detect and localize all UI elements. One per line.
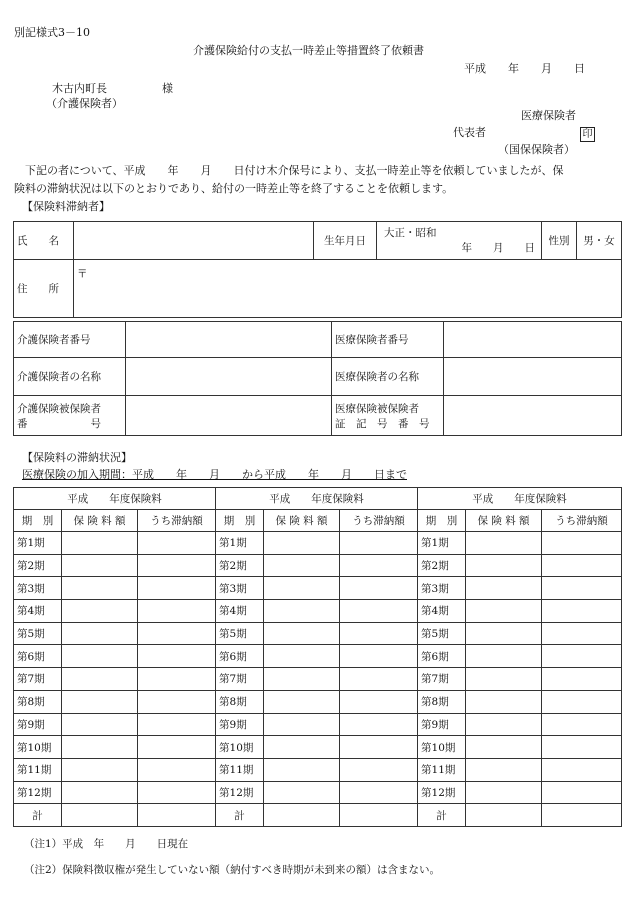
arrears-amount-cell[interactable] (542, 690, 622, 713)
period-label: 計 (14, 804, 62, 827)
insurer-table (13, 321, 622, 436)
column-header-row (14, 510, 622, 532)
period-label: 第5期 (216, 622, 264, 645)
period-label: 第1期 (14, 532, 62, 555)
arrears-amount-cell[interactable] (542, 736, 622, 759)
kaigo-insurer-name-label: 介護保険者の名称 (14, 358, 126, 396)
date-line: 平成 年 月 日 (464, 62, 585, 75)
premium-amount-cell[interactable] (466, 736, 542, 759)
form-title: 介護保険給付の支払一時差止等措置終了依頼書 (193, 44, 424, 57)
form-number: 別記様式3－10 (14, 26, 90, 39)
address-label: 住 所 (14, 260, 74, 318)
arrears-amount-cell[interactable] (138, 804, 216, 827)
arrears-amount-cell[interactable] (340, 804, 418, 827)
birth-field[interactable] (377, 222, 542, 260)
table-row (14, 645, 622, 668)
premium-amount-cell[interactable] (264, 758, 340, 781)
period-label: 第3期 (216, 577, 264, 600)
arrears-amount-cell[interactable] (542, 554, 622, 577)
section-status: 【保険料の滞納状況】 (22, 451, 132, 464)
period-label: 第4期 (14, 600, 62, 623)
arrears-amount-cell[interactable] (138, 736, 216, 759)
body-text-2: 険料の滞納状況は以下のとおりであり、給付の一時差止等を終了することを依頼します。 (14, 182, 454, 195)
period-label: 計 (216, 804, 264, 827)
table-row (14, 554, 622, 577)
premium-amount-cell[interactable] (466, 713, 542, 736)
premium-amount-cell[interactable] (466, 554, 542, 577)
arrears-amount-cell[interactable] (542, 532, 622, 555)
arrears-amount-cell[interactable] (138, 554, 216, 577)
period-label: 第8期 (14, 690, 62, 713)
table-row (14, 690, 622, 713)
premium-amount-cell[interactable] (62, 736, 138, 759)
arrears-amount-cell[interactable] (340, 690, 418, 713)
table-row (14, 600, 622, 623)
premium-amount-cell[interactable] (466, 758, 542, 781)
period-col-header: 期 別 (216, 510, 264, 532)
premium-amount-cell[interactable] (264, 600, 340, 623)
premium-amount-cell[interactable] (264, 554, 340, 577)
premium-amount-cell[interactable] (264, 690, 340, 713)
period-label: 第12期 (14, 781, 62, 804)
arrears-amount-cell[interactable] (138, 758, 216, 781)
premium-amount-cell[interactable] (466, 690, 542, 713)
period-label: 第7期 (216, 668, 264, 691)
period-label: 第8期 (418, 690, 466, 713)
arrears-amount-cell[interactable] (542, 645, 622, 668)
period-col-header: 期 別 (14, 510, 62, 532)
premium-amount-cell[interactable] (62, 781, 138, 804)
premium-amount-cell[interactable] (62, 622, 138, 645)
premium-amount-cell[interactable] (264, 804, 340, 827)
arrears-amount-cell[interactable] (542, 713, 622, 736)
period-label: 第6期 (418, 645, 466, 668)
period-line: 医療保険の加入期間：平成 年 月 から平成 年 月 日まで (22, 468, 407, 481)
kaigo-insurer-name-field[interactable] (126, 358, 332, 396)
period-label: 第12期 (418, 781, 466, 804)
arrears-amount-cell[interactable] (138, 645, 216, 668)
seal-mark: 印 (580, 122, 595, 142)
premium-amount-cell[interactable] (466, 532, 542, 555)
premium-amount-cell[interactable] (466, 600, 542, 623)
arrears-amount-cell[interactable] (542, 668, 622, 691)
postal-mark: 〒 (77, 268, 88, 280)
premium-amount-cell[interactable] (264, 668, 340, 691)
table-row (14, 668, 622, 691)
arrears-amount-cell[interactable] (340, 758, 418, 781)
arrears-amount-cell[interactable] (138, 532, 216, 555)
premium-amount-cell[interactable] (466, 781, 542, 804)
arrears-amount-cell[interactable] (138, 781, 216, 804)
period-label: 計 (418, 804, 466, 827)
name-label: 氏 名 (14, 222, 74, 260)
period-label: 第1期 (418, 532, 466, 555)
period-label: 第9期 (418, 713, 466, 736)
period-label: 第3期 (14, 577, 62, 600)
body-text-1: 下記の者について、平成 年 月 日付け木介保号により、支払一時差止等を依頼していましたが、保 (14, 164, 564, 177)
premium-amount-cell[interactable] (62, 645, 138, 668)
arrears-col-header: うち滞納額 (340, 510, 418, 532)
period-label: 第11期 (216, 758, 264, 781)
year-header-2: 平成 年度保険料 (216, 488, 418, 510)
period-label: 第5期 (418, 622, 466, 645)
iryo-insured-no-field[interactable] (444, 396, 622, 436)
sex-label: 性別 (542, 222, 577, 260)
period-label: 第2期 (14, 554, 62, 577)
premium-amount-cell[interactable] (466, 577, 542, 600)
table-row (14, 736, 622, 759)
address-field[interactable] (74, 260, 622, 318)
period-label: 第6期 (216, 645, 264, 668)
premium-amount-cell[interactable] (62, 668, 138, 691)
kaigo-insurer-no-label: 介護保険者番号 (14, 322, 126, 358)
arrears-amount-cell[interactable] (340, 622, 418, 645)
premium-amount-cell[interactable] (62, 804, 138, 827)
name-field[interactable] (74, 222, 314, 260)
arrears-amount-cell[interactable] (138, 690, 216, 713)
premium-amount-cell[interactable] (264, 532, 340, 555)
period-label: 第4期 (418, 600, 466, 623)
kaigo-insured-no-field[interactable] (126, 396, 332, 436)
period-label: 第11期 (14, 758, 62, 781)
premium-col-header: 保 険 料 額 (466, 510, 542, 532)
period-label: 第10期 (14, 736, 62, 759)
premium-amount-cell[interactable] (264, 713, 340, 736)
period-label: 第8期 (216, 690, 264, 713)
period-label: 第6期 (14, 645, 62, 668)
premium-amount-cell[interactable] (62, 554, 138, 577)
arrears-amount-cell[interactable] (138, 577, 216, 600)
period-label: 第5期 (14, 622, 62, 645)
note-2: （注2）保険料徴収権が発生していない額（納付すべき時期が未到来の額）は含まない。 (24, 864, 440, 876)
premium-amount-cell[interactable] (466, 804, 542, 827)
iryo-insurer-name-field[interactable] (444, 358, 622, 396)
arrears-col-header: うち滞納額 (542, 510, 622, 532)
representative-label: 代表者 (453, 126, 486, 139)
period-label: 第4期 (216, 600, 264, 623)
arrears-amount-cell[interactable] (340, 668, 418, 691)
arrears-amount-cell[interactable] (542, 781, 622, 804)
period-label: 第10期 (216, 736, 264, 759)
period-label: 第2期 (216, 554, 264, 577)
table-row (14, 622, 622, 645)
addressee: 木古内町長 様 (52, 82, 173, 95)
iryo-insurer-no-label: 医療保険者番号 (332, 322, 444, 358)
era-choice: 大正・昭和 (384, 227, 437, 239)
sender-org: 医療保険者 (521, 109, 576, 122)
year-header-1: 平成 年度保険料 (14, 488, 216, 510)
premium-amount-cell[interactable] (62, 577, 138, 600)
premium-amount-cell[interactable] (264, 736, 340, 759)
premium-table (13, 487, 622, 827)
premium-amount-cell[interactable] (264, 577, 340, 600)
table-row (14, 804, 622, 827)
sex-choice[interactable]: 男・女 (577, 222, 622, 260)
period-label: 第9期 (14, 713, 62, 736)
premium-col-header: 保 険 料 額 (264, 510, 340, 532)
premium-amount-cell[interactable] (62, 758, 138, 781)
arrears-amount-cell[interactable] (340, 645, 418, 668)
premium-amount-cell[interactable] (62, 713, 138, 736)
birth-ymd: 年 月 日 (461, 242, 535, 254)
section-delinquent: 【保険料滞納者】 (22, 200, 110, 213)
premium-amount-cell[interactable] (466, 668, 542, 691)
period-label: 第10期 (418, 736, 466, 759)
period-label: 第11期 (418, 758, 466, 781)
arrears-amount-cell[interactable] (542, 804, 622, 827)
period-label: 第3期 (418, 577, 466, 600)
arrears-amount-cell[interactable] (138, 600, 216, 623)
arrears-amount-cell[interactable] (542, 600, 622, 623)
table-row (14, 758, 622, 781)
premium-col-header: 保 険 料 額 (62, 510, 138, 532)
arrears-amount-cell[interactable] (542, 622, 622, 645)
sender-sub: （国保保険者） (498, 143, 575, 156)
premium-amount-cell[interactable] (264, 781, 340, 804)
premium-amount-cell[interactable] (62, 532, 138, 555)
arrears-amount-cell[interactable] (340, 736, 418, 759)
table-row (14, 781, 622, 804)
arrears-amount-cell[interactable] (542, 577, 622, 600)
table-row (14, 532, 622, 555)
table-row (14, 713, 622, 736)
period-label: 第7期 (418, 668, 466, 691)
premium-amount-cell[interactable] (264, 645, 340, 668)
year-header-3: 平成 年度保険料 (418, 488, 622, 510)
arrears-amount-cell[interactable] (340, 781, 418, 804)
birth-label: 生年月日 (314, 222, 377, 260)
iryo-insurer-name-label: 医療保険者の名称 (332, 358, 444, 396)
arrears-amount-cell[interactable] (340, 577, 418, 600)
period-label: 第12期 (216, 781, 264, 804)
kaigo-insurer-no-field[interactable] (126, 322, 332, 358)
arrears-amount-cell[interactable] (340, 554, 418, 577)
premium-amount-cell[interactable] (466, 645, 542, 668)
premium-amount-cell[interactable] (62, 600, 138, 623)
period-label: 第7期 (14, 668, 62, 691)
premium-amount-cell[interactable] (62, 690, 138, 713)
period-col-header: 期 別 (418, 510, 466, 532)
arrears-amount-cell[interactable] (340, 532, 418, 555)
arrears-amount-cell[interactable] (340, 713, 418, 736)
arrears-amount-cell[interactable] (138, 713, 216, 736)
premium-amount-cell[interactable] (466, 622, 542, 645)
premium-rows (14, 532, 622, 827)
note-1: （注1）平成 年 月 日現在 (24, 838, 189, 850)
addressee-sub: （介護保険者） (46, 97, 123, 110)
person-table (13, 221, 622, 318)
iryo-insured-no-label: 医療保険被保険者 証 記 号 番 号 (332, 396, 444, 436)
kaigo-insured-no-label: 介護保険被保険者 番 号 (14, 396, 126, 436)
iryo-insurer-no-field[interactable] (444, 322, 622, 358)
period-label: 第1期 (216, 532, 264, 555)
table-row (14, 577, 622, 600)
arrears-amount-cell[interactable] (138, 668, 216, 691)
arrears-col-header: うち滞納額 (138, 510, 216, 532)
arrears-amount-cell[interactable] (542, 758, 622, 781)
period-label: 第9期 (216, 713, 264, 736)
arrears-amount-cell[interactable] (138, 622, 216, 645)
period-label: 第2期 (418, 554, 466, 577)
premium-amount-cell[interactable] (264, 622, 340, 645)
arrears-amount-cell[interactable] (340, 600, 418, 623)
